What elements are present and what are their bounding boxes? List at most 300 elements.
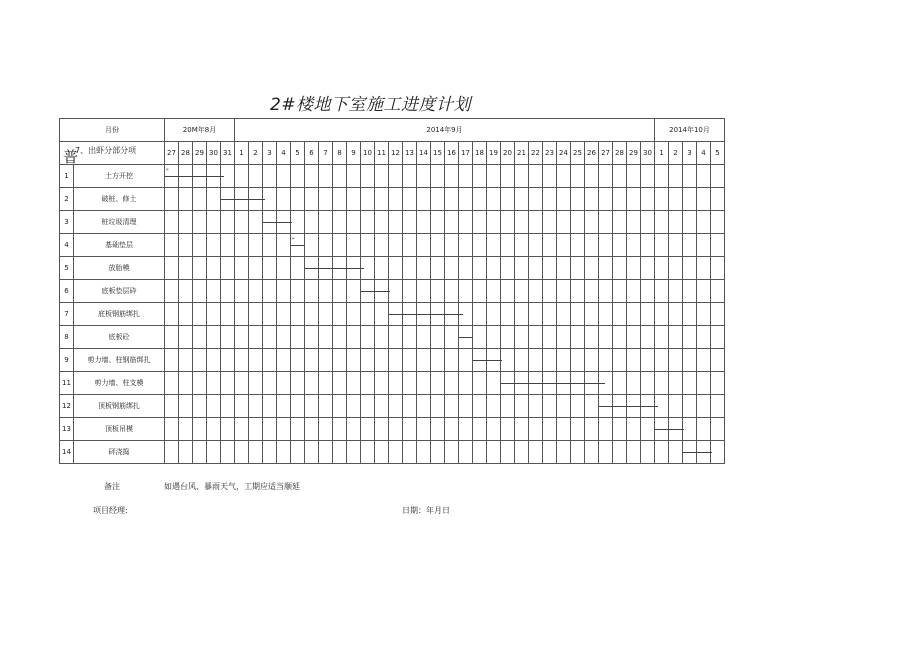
day-slot: [277, 211, 291, 234]
day-slot: [221, 372, 235, 395]
day-slot: [627, 303, 641, 326]
day-slot: [361, 303, 375, 326]
day-slot: [599, 280, 613, 303]
day-slot: [529, 257, 543, 280]
day-slot: [389, 211, 403, 234]
day-slot: [375, 165, 389, 188]
day-slot: [473, 418, 487, 441]
day-slot: [543, 372, 557, 395]
day-slot: [417, 280, 431, 303]
day-slot: [403, 303, 417, 326]
day-slot: [361, 349, 375, 372]
day-slot: [375, 303, 389, 326]
day-slot: [543, 418, 557, 441]
day-slot: [389, 395, 403, 418]
day-slot: [697, 211, 711, 234]
day-slot: [361, 395, 375, 418]
day-slot: [291, 257, 305, 280]
day-slot: [361, 257, 375, 280]
day-slot: [543, 395, 557, 418]
day-slot: [445, 349, 459, 372]
day-slot: [249, 326, 263, 349]
day-slot: [375, 395, 389, 418]
day-slot: [711, 211, 725, 234]
day-cell: 2: [669, 142, 683, 165]
day-slot: [459, 441, 473, 464]
day-slot: [445, 234, 459, 257]
day-slot: [641, 441, 655, 464]
day-slot: [431, 257, 445, 280]
task-index: 11: [60, 372, 74, 395]
day-slot: [165, 349, 179, 372]
day-slot: [361, 234, 375, 257]
day-slot: [557, 165, 571, 188]
day-slot: [599, 372, 613, 395]
day-slot: [193, 418, 207, 441]
day-slot: [501, 303, 515, 326]
day-slot: [641, 395, 655, 418]
day-slot: [403, 395, 417, 418]
day-slot: [361, 211, 375, 234]
day-slot: [375, 441, 389, 464]
day-slot: [641, 257, 655, 280]
task-name: 放胎模: [74, 257, 165, 280]
day-slot: [305, 303, 319, 326]
day-slot: [193, 234, 207, 257]
day-slot: [445, 165, 459, 188]
day-slot: [487, 211, 501, 234]
day-slot: [627, 280, 641, 303]
day-slot: [403, 257, 417, 280]
task-row: [60, 349, 725, 372]
day-slot: [627, 395, 641, 418]
day-slot: [627, 372, 641, 395]
day-slot: [683, 372, 697, 395]
day-cell: 27: [599, 142, 613, 165]
day-slot: [389, 188, 403, 211]
schedule-bar: [459, 337, 473, 338]
day-slot: [403, 280, 417, 303]
day-cell: 27: [165, 142, 179, 165]
day-slot: [417, 418, 431, 441]
day-slot: [319, 188, 333, 211]
day-slot: [585, 395, 599, 418]
day-slot: [291, 303, 305, 326]
day-slot: [179, 257, 193, 280]
day-slot: [347, 303, 361, 326]
day-slot: [403, 165, 417, 188]
day-slot: [557, 280, 571, 303]
day-slot: [235, 441, 249, 464]
day-slot: [543, 257, 557, 280]
day-slot: [683, 257, 697, 280]
day-slot: [291, 326, 305, 349]
day-slot: [599, 395, 613, 418]
day-slot: [501, 211, 515, 234]
day-slot: [445, 257, 459, 280]
day-slot: [179, 165, 193, 188]
day-slot: [291, 188, 305, 211]
day-slot: [375, 349, 389, 372]
day-slot: [389, 303, 403, 326]
day-slot: [515, 418, 529, 441]
day-slot: [641, 349, 655, 372]
day-slot: [501, 349, 515, 372]
day-slot: [305, 234, 319, 257]
day-slot: [529, 349, 543, 372]
day-slot: [375, 257, 389, 280]
day-slot: [347, 372, 361, 395]
day-slot: [347, 395, 361, 418]
day-slot: [557, 303, 571, 326]
sequence-header: 普: [63, 148, 79, 166]
day-slot: [445, 280, 459, 303]
day-slot: [557, 441, 571, 464]
task-row: [60, 211, 725, 234]
day-slot: [543, 326, 557, 349]
day-slot: [403, 418, 417, 441]
day-slot: [277, 395, 291, 418]
day-slot: [613, 395, 627, 418]
day-slot: [375, 372, 389, 395]
day-slot: [571, 188, 585, 211]
day-slot: [431, 395, 445, 418]
task-row: [60, 280, 725, 303]
day-slot: [613, 257, 627, 280]
day-slot: [291, 418, 305, 441]
day-slot: [459, 395, 473, 418]
day-cell: 1: [235, 142, 249, 165]
day-slot: [641, 234, 655, 257]
day-slot: [347, 349, 361, 372]
day-slot: [277, 257, 291, 280]
day-slot: [501, 165, 515, 188]
day-slot: [333, 165, 347, 188]
day-slot: [263, 234, 277, 257]
day-slot: [515, 257, 529, 280]
day-slot: [543, 303, 557, 326]
day-slot: [487, 372, 501, 395]
day-slot: [375, 234, 389, 257]
day-slot: [613, 234, 627, 257]
day-slot: [697, 372, 711, 395]
day-slot: [529, 211, 543, 234]
day-slot: [361, 418, 375, 441]
day-slot: [347, 326, 361, 349]
day-slot: [669, 257, 683, 280]
day-slot: [193, 441, 207, 464]
task-mark: ": [292, 237, 295, 244]
day-slot: [305, 211, 319, 234]
day-slot: [599, 418, 613, 441]
day-slot: [473, 234, 487, 257]
day-slot: [641, 211, 655, 234]
day-slot: [403, 234, 417, 257]
day-slot: [431, 188, 445, 211]
day-slot: [487, 418, 501, 441]
day-slot: [291, 395, 305, 418]
day-slot: [543, 280, 557, 303]
day-slot: [613, 441, 627, 464]
task-row: [60, 303, 725, 326]
day-slot: [403, 326, 417, 349]
day-slot: [571, 418, 585, 441]
day-slot: [683, 441, 697, 464]
day-cell: 28: [179, 142, 193, 165]
day-slot: [235, 211, 249, 234]
day-slot: [193, 188, 207, 211]
day-slot: [669, 349, 683, 372]
day-slot: [263, 326, 277, 349]
day-slot: [487, 234, 501, 257]
day-slot: [669, 165, 683, 188]
day-slot: [641, 372, 655, 395]
day-slot: [333, 280, 347, 303]
day-slot: [585, 418, 599, 441]
day-cell: 11: [375, 142, 389, 165]
day-slot: [263, 211, 277, 234]
day-slot: [459, 234, 473, 257]
day-slot: [319, 418, 333, 441]
day-cell: 31: [221, 142, 235, 165]
day-cell: 20: [501, 142, 515, 165]
day-slot: [179, 211, 193, 234]
day-slot: [431, 441, 445, 464]
day-slot: [417, 326, 431, 349]
task-row: [60, 165, 725, 188]
day-slot: [683, 326, 697, 349]
day-slot: [697, 303, 711, 326]
day-slot: [305, 188, 319, 211]
day-slot: [599, 441, 613, 464]
day-slot: [669, 395, 683, 418]
day-slot: [571, 280, 585, 303]
day-slot: [669, 372, 683, 395]
task-row: [60, 326, 725, 349]
day-slot: [207, 326, 221, 349]
day-slot: [501, 257, 515, 280]
day-cell: 13: [403, 142, 417, 165]
day-slot: [263, 188, 277, 211]
day-slot: [263, 418, 277, 441]
day-slot: [711, 326, 725, 349]
day-slot: [711, 188, 725, 211]
day-cell: 3: [683, 142, 697, 165]
day-slot: [487, 165, 501, 188]
day-slot: [585, 303, 599, 326]
task-index: 3: [60, 211, 74, 234]
day-slot: [557, 257, 571, 280]
day-slot: [557, 234, 571, 257]
day-slot: [515, 441, 529, 464]
day-slot: [627, 211, 641, 234]
day-slot: [291, 372, 305, 395]
day-slot: [277, 418, 291, 441]
day-slot: [571, 349, 585, 372]
day-slot: [711, 303, 725, 326]
day-slot: [459, 280, 473, 303]
day-slot: [711, 280, 725, 303]
day-cell: 6: [305, 142, 319, 165]
day-slot: [207, 303, 221, 326]
day-slot: [235, 165, 249, 188]
day-slot: [361, 372, 375, 395]
day-slot: [319, 280, 333, 303]
day-slot: [473, 165, 487, 188]
day-slot: [319, 257, 333, 280]
task-row: [60, 234, 725, 257]
day-slot: [697, 188, 711, 211]
day-slot: [403, 211, 417, 234]
task-index: 2: [60, 188, 74, 211]
day-slot: [459, 349, 473, 372]
day-slot: [263, 395, 277, 418]
day-slot: [711, 234, 725, 257]
task-name: 顶板吊模: [74, 418, 165, 441]
day-slot: [711, 441, 725, 464]
day-slot: [515, 280, 529, 303]
day-slot: [445, 211, 459, 234]
day-slot: [557, 395, 571, 418]
day-slot: [585, 211, 599, 234]
day-slot: [487, 303, 501, 326]
day-slot: [249, 234, 263, 257]
day-slot: [557, 326, 571, 349]
day-slot: [557, 372, 571, 395]
day-cell: 10: [361, 142, 375, 165]
day-slot: [627, 165, 641, 188]
day-slot: [305, 280, 319, 303]
day-slot: [557, 211, 571, 234]
day-slot: [641, 326, 655, 349]
schedule-bar: [291, 245, 305, 246]
day-slot: [515, 303, 529, 326]
day-slot: [571, 165, 585, 188]
day-slot: [613, 418, 627, 441]
day-slot: [389, 257, 403, 280]
task-index: 8: [60, 326, 74, 349]
day-slot: [417, 188, 431, 211]
day-slot: [305, 349, 319, 372]
day-slot: [697, 395, 711, 418]
day-slot: [207, 188, 221, 211]
task-row: [60, 372, 725, 395]
day-cell: 7: [319, 142, 333, 165]
day-slot: [697, 418, 711, 441]
day-slot: [333, 326, 347, 349]
day-slot: [655, 303, 669, 326]
day-slot: [655, 326, 669, 349]
day-slot: [431, 349, 445, 372]
day-slot: [585, 349, 599, 372]
day-cell: 29: [193, 142, 207, 165]
day-slot: [655, 280, 669, 303]
day-cell: 5: [711, 142, 725, 165]
day-slot: [627, 418, 641, 441]
task-index: 1: [60, 165, 74, 188]
day-slot: [599, 326, 613, 349]
day-slot: [683, 418, 697, 441]
day-slot: [207, 441, 221, 464]
day-cell: 21: [515, 142, 529, 165]
day-slot: [165, 257, 179, 280]
day-slot: [641, 418, 655, 441]
task-name: 土方开挖: [74, 165, 165, 188]
day-slot: [417, 441, 431, 464]
day-slot: [543, 441, 557, 464]
day-slot: [207, 165, 221, 188]
task-index: 13: [60, 418, 74, 441]
day-slot: [459, 257, 473, 280]
day-row: [60, 142, 725, 165]
day-slot: [711, 395, 725, 418]
task-index: 5: [60, 257, 74, 280]
day-slot: [249, 372, 263, 395]
day-slot: [627, 441, 641, 464]
day-slot: [263, 257, 277, 280]
task-row: [60, 257, 725, 280]
day-slot: [459, 188, 473, 211]
task-index: 9: [60, 349, 74, 372]
day-slot: [445, 441, 459, 464]
day-slot: [403, 441, 417, 464]
day-slot: [249, 165, 263, 188]
day-slot: [571, 257, 585, 280]
day-slot: [277, 188, 291, 211]
day-slot: [571, 234, 585, 257]
day-slot: [319, 165, 333, 188]
day-slot: [585, 372, 599, 395]
day-slot: [529, 418, 543, 441]
day-slot: [221, 188, 235, 211]
day-slot: [333, 303, 347, 326]
day-slot: [249, 418, 263, 441]
day-slot: [179, 326, 193, 349]
day-cell: 30: [207, 142, 221, 165]
day-slot: [445, 395, 459, 418]
day-slot: [207, 418, 221, 441]
month-header-label: 月份: [60, 119, 165, 142]
day-slot: [473, 280, 487, 303]
task-row: [60, 188, 725, 211]
day-slot: [179, 280, 193, 303]
day-cell: 15: [431, 142, 445, 165]
day-slot: [669, 211, 683, 234]
day-slot: [571, 303, 585, 326]
day-slot: [277, 280, 291, 303]
day-slot: [235, 372, 249, 395]
day-slot: [221, 280, 235, 303]
day-slot: [613, 303, 627, 326]
day-slot: [459, 211, 473, 234]
day-cell: 4: [277, 142, 291, 165]
day-slot: [165, 188, 179, 211]
day-slot: [697, 280, 711, 303]
day-slot: [431, 234, 445, 257]
day-slot: [543, 234, 557, 257]
day-cell: 19: [487, 142, 501, 165]
day-slot: [585, 234, 599, 257]
day-slot: [487, 349, 501, 372]
day-slot: [683, 188, 697, 211]
day-slot: [585, 441, 599, 464]
day-slot: [585, 188, 599, 211]
day-slot: [165, 211, 179, 234]
day-slot: [235, 326, 249, 349]
day-slot: [641, 280, 655, 303]
day-slot: [473, 395, 487, 418]
day-slot: [277, 234, 291, 257]
